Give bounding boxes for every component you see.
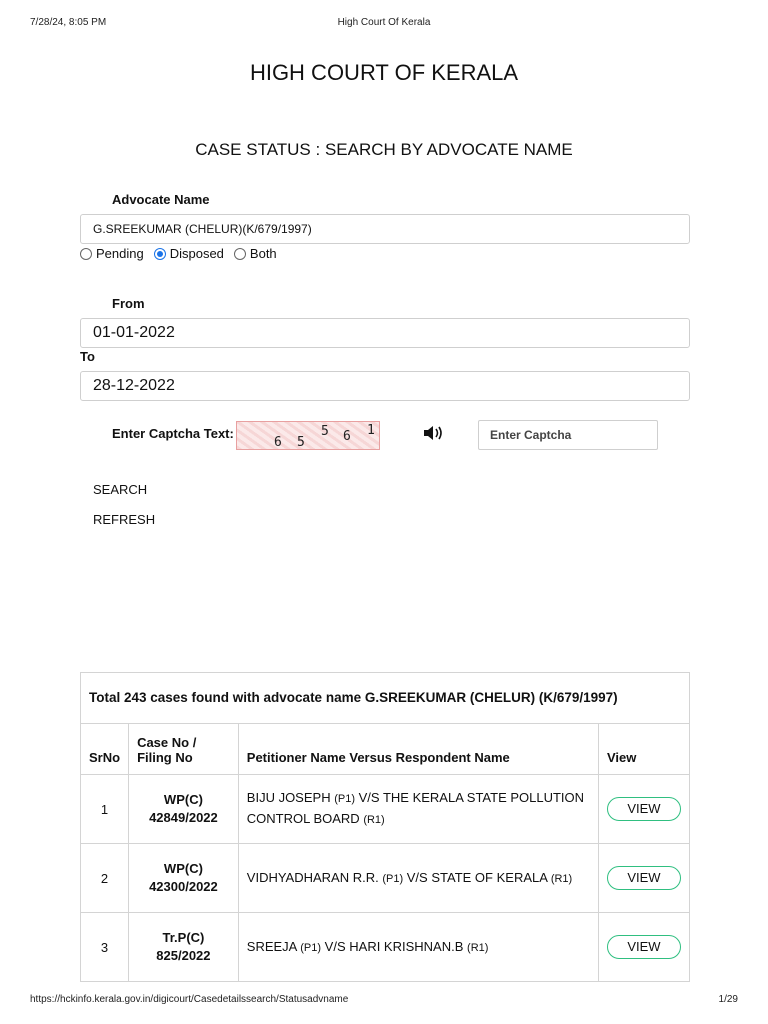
row-view-cell [598,844,689,913]
header-caseno-line2: Filing No [137,750,193,765]
speaker-icon[interactable] [423,424,445,442]
to-date-value: 28-12-2022 [93,377,175,394]
print-page-number: 1/29 [718,994,738,1005]
radio-both-circle[interactable] [234,248,246,260]
radio-pending-circle[interactable] [80,248,92,260]
advocate-name-label: Advocate Name [112,192,210,207]
header-view: View [598,724,689,775]
row-srno: 2 [81,844,129,913]
row-view-cell [598,775,689,844]
row-parties [238,844,598,913]
row-respondent: THE KERALA STATE POLLUTION CONTROL BOARD [246,790,585,826]
page-heading: CASE STATUS : SEARCH BY ADVOCATE NAME [195,140,573,159]
results-summary: Total 243 cases found with advocate name G.SREEKUMAR (CHELUR) (K/679/1997) [81,673,690,724]
row-caseno [129,913,239,982]
results-table [80,672,690,982]
row-case-type: WP(C) [163,792,203,807]
row-case-number: 42300/2022 [149,879,218,894]
row-srno: 3 [81,913,129,982]
captcha-char: 6 [274,435,282,450]
from-date-label: From [112,296,145,311]
from-date-input[interactable] [80,318,690,348]
radio-disposed-label: Disposed [169,246,224,261]
print-url: https://hckinfo.kerala.gov.in/digicourt/Casedetailssearch/Statusadvname [30,994,349,1005]
table-row [81,844,690,913]
row-vs: V/S [406,869,428,885]
row-petitioner-tag: (P1) [334,793,355,805]
site-title: HIGH COURT OF KERALA [249,60,519,85]
row-caseno [129,844,239,913]
row-case-number: 825/2022 [156,948,211,963]
row-case-type: WP(C) [163,861,203,876]
row-respondent: HARI KRISHNAN.B [349,938,464,954]
view-button[interactable]: VIEW [607,866,681,890]
captcha-image [236,421,380,450]
row-vs: V/S [358,790,380,805]
search-button[interactable]: SEARCH [93,482,148,497]
row-respondent: STATE OF KERALA [431,869,548,885]
captcha-char: 5 [297,435,305,450]
refresh-button[interactable]: REFRESH [93,512,156,527]
header-caseno-line1: Case No / [137,735,197,750]
print-doc-title: High Court Of Kerala [337,17,431,28]
to-date-input[interactable] [80,371,690,401]
header-parties: Petitioner Name Versus Respondent Name [238,724,598,775]
radio-both[interactable] [234,246,277,261]
row-case-type: Tr.P(C) [162,930,205,945]
row-respondent-tag: (R1) [467,941,489,954]
captcha-label: Enter Captcha Text: [112,426,234,441]
radio-pending[interactable] [80,246,144,261]
print-datetime: 7/28/24, 8:05 PM [30,17,107,28]
row-petitioner-tag: (P1) [300,941,322,954]
row-petitioner: SREEJA [246,938,297,954]
view-button[interactable]: VIEW [607,797,681,821]
view-button[interactable]: VIEW [607,935,681,959]
table-row [81,775,690,844]
row-petitioner-tag: (P1) [382,872,404,885]
captcha-placeholder: Enter Captcha [490,428,572,442]
row-parties [238,913,598,982]
header-srno: SrNo [81,724,129,775]
row-caseno [129,775,239,844]
row-srno: 1 [81,775,129,844]
row-case-number: 42849/2022 [149,810,218,825]
table-header-row [81,724,690,775]
row-respondent-tag: (R1) [363,814,385,826]
captcha-input[interactable] [478,420,658,450]
row-vs: V/S [324,938,346,954]
captcha-char: 6 [343,429,351,444]
captcha-char: 1 [367,423,375,438]
row-respondent-tag: (R1) [550,872,573,885]
table-row [81,913,690,982]
to-date-label: To [80,349,95,364]
row-petitioner: VIDHYADHARAN R.R. [246,869,379,885]
row-petitioner: BIJU JOSEPH [246,790,331,805]
radio-pending-label: Pending [96,246,144,261]
radio-disposed-circle[interactable] [154,248,166,260]
radio-disposed[interactable] [154,246,224,261]
case-status-radio-group [80,246,287,261]
row-view-cell [598,913,689,982]
advocate-name-value: G.SREEKUMAR (CHELUR)(K/679/1997) [93,222,312,236]
row-parties [238,775,598,844]
radio-both-label: Both [249,246,277,261]
advocate-name-input[interactable] [80,214,690,244]
from-date-value: 01-01-2022 [93,324,175,341]
header-caseno [129,724,239,775]
captcha-char: 5 [321,424,329,439]
